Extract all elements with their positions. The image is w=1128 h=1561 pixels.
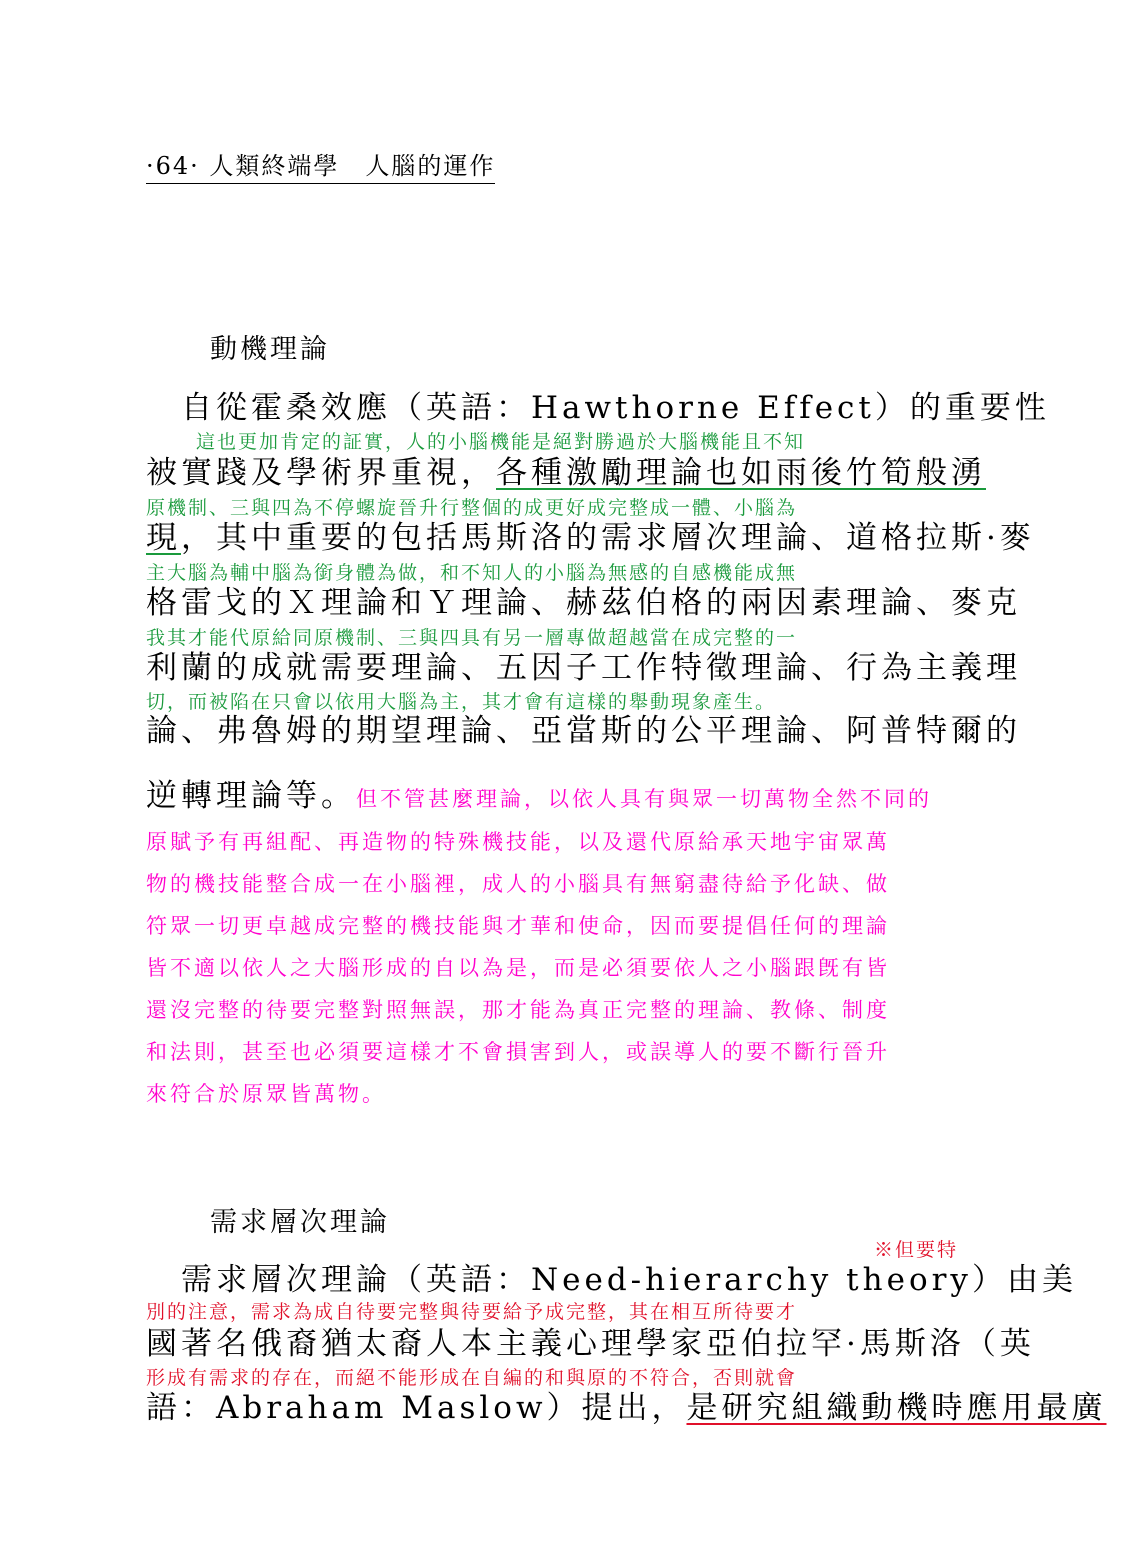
need-body-line-2: 國著名俄裔猶太裔人本主義心理學家亞伯拉罕·馬斯洛（英 <box>146 1326 1035 1362</box>
section-heading-need-hierarchy: 需求層次理論 <box>210 1207 390 1238</box>
pink-commentary-line-8: 來符合於原眾皆萬物。 <box>146 1082 386 1106</box>
pink-commentary-line-5: 皆不適以依人之大腦形成的自以為是，而是必須要依人之小腦跟旣有皆 <box>146 956 890 980</box>
pink-commentary-line-1: 但不管甚麼理論，以依人具有與眾一切萬物全然不同的 <box>356 787 932 811</box>
underlined-phrase-green: 各種激勵理論也如雨後竹筍般湧 <box>496 455 986 491</box>
body-line-1: 自從霍桑效應（英語：Hawthorne Effect）的重要性 <box>146 390 1050 426</box>
body-line-2-text: 被實踐及學術界重視， <box>146 455 496 491</box>
body-line-7-text: 逆轉理論等。 <box>146 778 356 814</box>
body-line-6: 論、弗魯姆的期望理論、亞當斯的公平理論、阿普特爾的 <box>146 713 1021 749</box>
body-line-3-text: ，其中重要的包括馬斯洛的需求層次理論、道格拉斯·麥 <box>181 520 1035 556</box>
need-body-line-1: 需求層次理論（英語：Need-hierarchy theory）由美 <box>146 1262 1077 1298</box>
pink-commentary-line-2: 原賦予有再組配、再造物的特殊機技能，以及還代原給承天地宇宙眾萬 <box>146 830 890 854</box>
page-header: ·64· 人類終端學 人腦的運作 <box>146 146 495 184</box>
body-line-2 <box>146 455 986 491</box>
body-line-3 <box>146 520 1035 556</box>
annotation-red-line-1: 別的注意，需求為成自待要完整與待要給予成完整，其在相互所待要才 <box>146 1301 798 1323</box>
annotation-red-note-start: ※但要特 <box>874 1239 959 1261</box>
annotation-red-line-2: 形成有需求的存在，而絕不能形成在自編的和與原的不符合，否則就會 <box>146 1367 798 1389</box>
body-line-5: 利蘭的成就需要理論、五因子工作特徵理論、行為主義理 <box>146 650 1021 686</box>
annotation-line-4: 我其才能代原給同原機制、三與四具有另一層專做超越當在成完整的一 <box>146 627 798 649</box>
pink-commentary-line-6: 還沒完整的待要完整對照無誤，那才能為真正完整的理論、教條、制度 <box>146 998 890 1022</box>
body-line-7 <box>146 778 932 817</box>
pink-commentary-line-7: 和法則，甚至也必須要這樣才不會損害到人，或誤導人的要不斷行晉升 <box>146 1040 890 1064</box>
need-body-line-3 <box>146 1390 1106 1426</box>
underlined-word-green: 現 <box>146 520 181 556</box>
section-heading-motivation-theory: 動機理論 <box>210 334 330 365</box>
pink-commentary-line-3: 物的機技能整合成一在小腦裡，成人的小腦具有無窮盡待給予化缺、做 <box>146 872 890 896</box>
annotation-line-3: 主大腦為輔中腦為銜身體為做，和不知人的小腦為無感的自感機能成無 <box>146 562 798 584</box>
annotation-line-2: 原機制、三與四為不停螺旋晉升行整個的成更好成完整成一體、小腦為 <box>146 497 798 519</box>
pink-commentary-line-4: 符眾一切更卓越成完整的機技能與才華和使命，因而要提倡任何的理論 <box>146 914 890 938</box>
need-body-line-3-text: 語：Abraham Maslow）提出， <box>146 1390 687 1426</box>
body-line-4: 格雷戈的Ｘ理論和Ｙ理論、赫茲伯格的兩因素理論、麥克 <box>146 585 1021 621</box>
underlined-phrase-red: 是研究組織動機時應用最廣 <box>686 1390 1107 1426</box>
annotation-line-5: 切，而被陷在只會以依用大腦為主，其才會有這樣的舉動現象產生。 <box>146 691 777 713</box>
annotation-line-1: 這也更加肯定的証實，人的小腦機能是絕對勝過於大腦機能且不知 <box>196 431 806 453</box>
